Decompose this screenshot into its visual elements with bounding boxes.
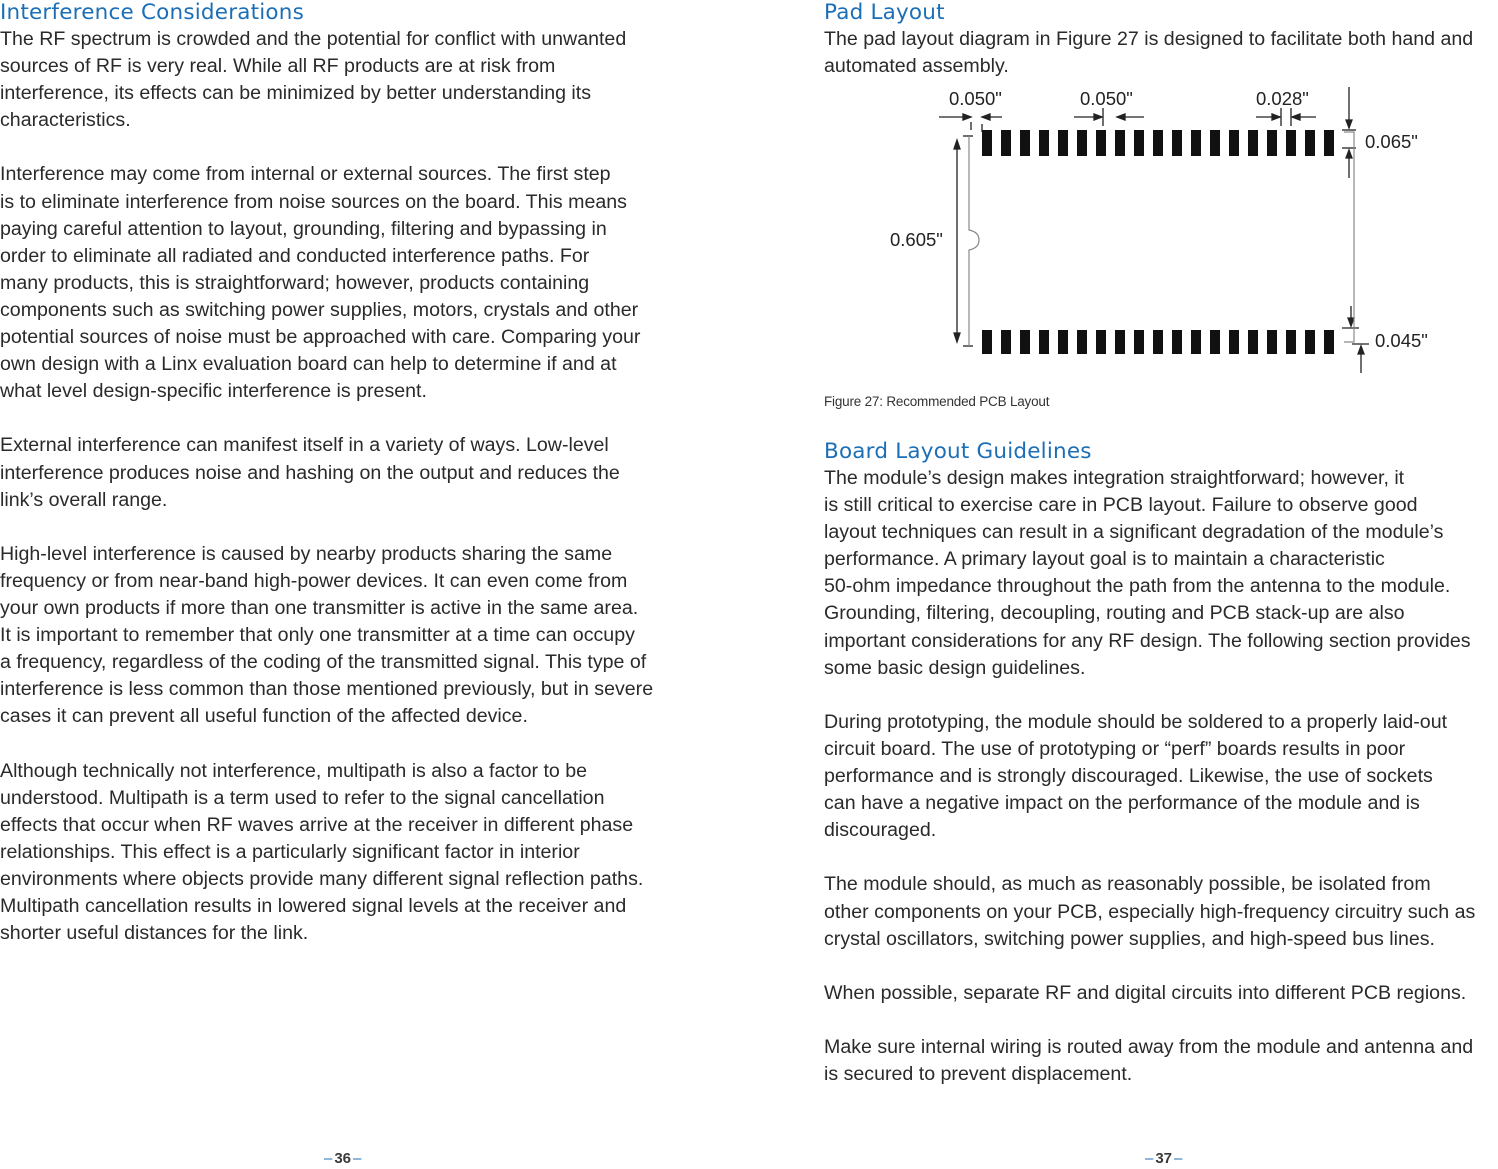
text-line: potential sources of noise must be approached with care. Comparing your bbox=[0, 326, 641, 349]
bottom-pad-label: 0.045" bbox=[1375, 330, 1428, 351]
text-line: many products, this is straightforward; however, products containing bbox=[0, 271, 590, 294]
top-pad bbox=[1286, 130, 1296, 156]
text-line: automated assembly. bbox=[824, 55, 1009, 78]
text-line: Grounding, filtering, decoupling, routing and PCB stack-up are also bbox=[824, 602, 1405, 625]
page-number-right: – 37 – bbox=[1145, 1150, 1183, 1167]
paragraph bbox=[0, 758, 680, 948]
top-pad bbox=[1305, 130, 1315, 156]
top-pad bbox=[982, 130, 992, 156]
text-line: The module’s design makes integration straightforward; however, it bbox=[824, 467, 1405, 489]
paragraph bbox=[824, 1034, 1498, 1088]
paragraph bbox=[824, 465, 1498, 682]
top-pad bbox=[1134, 130, 1144, 156]
top-pad bbox=[1324, 130, 1334, 156]
paragraph-gap bbox=[0, 134, 680, 161]
bottom-pad-row bbox=[982, 330, 1334, 354]
bottom-pad bbox=[1134, 330, 1144, 354]
paragraph bbox=[0, 26, 680, 134]
top-pad bbox=[1210, 130, 1220, 156]
bottom-pad bbox=[1058, 330, 1068, 354]
text-line: relationships. This effect is a particularly significant factor in interior bbox=[0, 840, 580, 863]
board-layout-heading: Board Layout Guidelines bbox=[824, 439, 1092, 464]
top-pad bbox=[1115, 130, 1125, 156]
text-line: other components on your PCB, especially high-frequency circuitry such as bbox=[824, 900, 1476, 923]
text-line: Although technically not interference, multipath is also a factor to be bbox=[0, 759, 588, 782]
bottom-pad bbox=[1210, 330, 1220, 354]
top-pad bbox=[1039, 130, 1049, 156]
text-line: circuit board. The use of prototyping or “perf” boards results in poor bbox=[824, 737, 1406, 760]
text-line: The module should, as much as reasonably possible, be isolated from bbox=[824, 873, 1431, 896]
pad-layout-heading: Pad Layout bbox=[824, 0, 945, 25]
paragraph-gap bbox=[824, 953, 1498, 980]
text-line: is to eliminate interference from noise sources on the board. This means bbox=[0, 190, 627, 213]
board-layout-body bbox=[824, 465, 1498, 1088]
text-line: interference produces noise and hashing on the output and reduces the bbox=[0, 461, 620, 484]
bottom-pad bbox=[1172, 330, 1182, 354]
text-line: can have a negative impact on the performance of the module and is bbox=[824, 792, 1420, 815]
bottom-pad bbox=[1001, 330, 1011, 354]
paragraph-gap bbox=[0, 730, 680, 757]
text-line: is still critical to exercise care in PCB layout. Failure to observe good bbox=[824, 494, 1418, 517]
pad-gap-dimension bbox=[1074, 108, 1144, 126]
text-line: 50-ohm impedance throughout the path from the antenna to the module. bbox=[824, 575, 1451, 598]
top-pad bbox=[1096, 130, 1106, 156]
text-line: order to eliminate all radiated and conducted interference paths. For bbox=[0, 244, 590, 267]
text-line: environments where objects provide many different signal reflection paths. bbox=[0, 867, 644, 890]
bottom-pad bbox=[1020, 330, 1030, 354]
top-pad bbox=[1077, 130, 1087, 156]
paragraph bbox=[824, 980, 1498, 1007]
pad-layout-figure bbox=[824, 80, 1498, 380]
bottom-pad bbox=[1324, 330, 1334, 354]
text-line: interference is less common than those mentioned previously, but in severe bbox=[0, 678, 654, 701]
text-line: crystal oscillators, switching power supplies, and high-speed bus lines. bbox=[824, 927, 1435, 950]
text-line: sources of RF is very real. While all RF products are at risk from bbox=[0, 55, 556, 78]
row-span-label: 0.605" bbox=[890, 229, 943, 250]
text-line: is secured to prevent displacement. bbox=[824, 1063, 1133, 1086]
text-line: discouraged. bbox=[824, 819, 937, 842]
text-line: During prototyping, the module should be soldered to a properly laid-out bbox=[824, 710, 1448, 733]
top-pad bbox=[1020, 130, 1030, 156]
top-pad bbox=[1229, 130, 1239, 156]
text-line: a frequency, regardless of the coding of the transmitted signal. This type of bbox=[0, 651, 647, 674]
interference-body bbox=[0, 26, 680, 947]
paragraph-gap bbox=[824, 682, 1498, 709]
top-pad bbox=[1153, 130, 1163, 156]
text-line: It is important to remember that only one transmitter at a time can occupy bbox=[0, 624, 635, 647]
text-line: what level design-specific interference is present. bbox=[0, 380, 427, 403]
paragraph bbox=[0, 541, 680, 731]
text-line: own design with a Linx evaluation board can help to determine if and at bbox=[0, 353, 617, 376]
top-pad bbox=[1058, 130, 1068, 156]
text-line: When possible, separate RF and digital circuits into different PCB regions. bbox=[824, 981, 1467, 1004]
top-pad-height-label: 0.065" bbox=[1365, 131, 1418, 152]
text-line: shorter useful distances for the link. bbox=[0, 922, 309, 945]
text-line: cases it can prevent all useful function of the affected device. bbox=[0, 705, 528, 728]
bottom-pad bbox=[1153, 330, 1163, 354]
top-pad bbox=[1191, 130, 1201, 156]
text-line: effects that occur when RF waves arrive at the receiver in different phase bbox=[0, 813, 634, 836]
right-page bbox=[824, 0, 1498, 1086]
text-line: link’s overall range. bbox=[0, 488, 168, 511]
pad-layout-intro bbox=[824, 26, 1498, 80]
page-number-left: – 36 – bbox=[324, 1150, 362, 1167]
paragraph-gap bbox=[824, 1007, 1498, 1034]
paragraph bbox=[0, 161, 680, 405]
paragraph bbox=[824, 26, 1498, 80]
pad-width-label: 0.028" bbox=[1256, 88, 1309, 109]
figure-caption: Figure 27: Recommended PCB Layout bbox=[824, 394, 1050, 409]
paragraph-gap bbox=[0, 405, 680, 432]
bottom-pad bbox=[1077, 330, 1087, 354]
bottom-pad bbox=[1115, 330, 1125, 354]
paragraph bbox=[0, 432, 680, 513]
text-line: Make sure internal wiring is routed away from the module and antenna and bbox=[824, 1035, 1474, 1058]
text-line: The RF spectrum is crowded and the potential for conflict with unwanted bbox=[0, 28, 627, 50]
text-line: High-level interference is caused by nearby products sharing the same bbox=[0, 542, 613, 565]
paragraph bbox=[824, 871, 1498, 952]
bottom-pad bbox=[1305, 330, 1315, 354]
bottom-pad bbox=[1248, 330, 1258, 354]
paragraph-gap bbox=[824, 844, 1498, 871]
pad-gap-label: 0.050" bbox=[1080, 88, 1133, 109]
top-pad-row bbox=[982, 130, 1334, 156]
text-line: paying careful attention to layout, grounding, filtering and bypassing in bbox=[0, 217, 607, 240]
bottom-pad bbox=[982, 330, 992, 354]
text-line: performance. A primary layout goal is to maintain a characteristic bbox=[824, 548, 1385, 571]
bottom-pad bbox=[1191, 330, 1201, 354]
bottom-pad-dimension bbox=[1342, 306, 1369, 373]
bottom-pad bbox=[1096, 330, 1106, 354]
text-line: components such as switching power supplies, motors, crystals and other bbox=[0, 298, 639, 321]
left-page bbox=[0, 0, 680, 947]
text-line: some basic design guidelines. bbox=[824, 656, 1086, 679]
text-line: Interference may come from internal or external sources. The first step bbox=[0, 163, 611, 186]
top-pad bbox=[1001, 130, 1011, 156]
interference-heading: Interference Considerations bbox=[0, 0, 305, 25]
pad-width-dimension bbox=[1256, 108, 1316, 126]
text-line: layout techniques can result in a significant degradation of the module’s bbox=[824, 521, 1444, 544]
text-line: Multipath cancellation results in lowered signal levels at the receiver and bbox=[0, 895, 627, 917]
pad-pitch-label: 0.050" bbox=[949, 88, 1002, 109]
text-line: The pad layout diagram in Figure 27 is designed to facilitate both hand and bbox=[824, 28, 1474, 50]
top-pad bbox=[1172, 130, 1182, 156]
bottom-pad bbox=[1229, 330, 1239, 354]
top-pad bbox=[1248, 130, 1258, 156]
text-line: important considerations for any RF design. The following section provides bbox=[824, 629, 1471, 652]
text-line: your own products if more than one transmitter is active in the same area. bbox=[0, 596, 639, 619]
bottom-pad bbox=[1286, 330, 1296, 354]
text-line: performance and is strongly discouraged. Likewise, the use of sockets bbox=[824, 765, 1433, 788]
pad-pitch-dimension bbox=[939, 114, 1002, 132]
text-line: External interference can manifest itself in a variety of ways. Low-level bbox=[0, 434, 609, 457]
paragraph-gap bbox=[0, 514, 680, 541]
text-line: characteristics. bbox=[0, 109, 131, 132]
top-pad bbox=[1267, 130, 1277, 156]
text-line: understood. Multipath is a term used to refer to the signal cancellation bbox=[0, 786, 605, 809]
text-line: interference, its effects can be minimized by better understanding its bbox=[0, 82, 592, 105]
row-span-dimension bbox=[954, 136, 979, 346]
paragraph bbox=[824, 709, 1498, 844]
text-line: frequency or from near-band high-power devices. It can even come from bbox=[0, 569, 628, 592]
bottom-pad bbox=[1039, 330, 1049, 354]
bottom-pad bbox=[1267, 330, 1277, 354]
